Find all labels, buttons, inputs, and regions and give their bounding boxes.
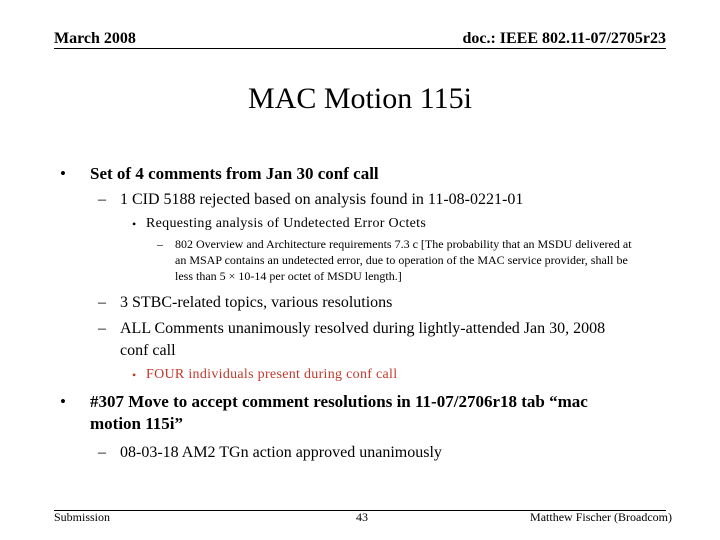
footer-submission: Submission <box>54 510 111 524</box>
bullet-text: Set of 4 comments from Jan 30 conf call <box>90 164 379 183</box>
sub-bullet-text: 1 CID 5188 rejected based on analysis found in 11-08-0221-01 <box>120 191 524 208</box>
sub-bullet-item <box>98 318 633 362</box>
dash-marker: – <box>157 237 163 251</box>
sub-sub-bullet-text: Requesting analysis of Undetected Error Octets <box>146 216 427 231</box>
header-doc-id: doc.: IEEE 802.11-07/2705r23 <box>462 30 666 47</box>
sub-sub-bullet-item <box>132 366 652 384</box>
sub-bullet-item <box>98 189 658 211</box>
sub-bullet-text: ALL Comments unanimously resolved during lightly-attended Jan 30, 2008 conf call <box>120 320 606 359</box>
dash-marker: – <box>98 294 106 311</box>
detail-text: 802 Overview and Architecture requirements 7.3 c [The probability that an MSDU delivered at an MSAP contains an undetected error, due to operation of the MAC service provider, shall be less than 5 × 10-14 per octet of MSDU length.] <box>175 237 632 283</box>
dash-marker: – <box>98 320 106 337</box>
dash-marker: – <box>98 191 106 208</box>
sub-bullet-text: 3 STBC-related topics, various resolutions <box>120 294 393 311</box>
sub-sub-bullet-text: FOUR individuals present during conf call <box>146 367 398 382</box>
detail-item <box>157 236 645 284</box>
bullet-marker: • <box>132 368 137 382</box>
sub-bullet-item <box>98 442 658 464</box>
footer-author: Matthew Fischer (Broadcom) <box>530 510 672 524</box>
bullet-item <box>60 391 640 435</box>
bullet-marker: • <box>132 217 137 231</box>
slide-title: MAC Motion 115i <box>248 82 472 115</box>
page-number: 43 <box>356 510 368 524</box>
bullet-marker: • <box>60 392 66 411</box>
sub-bullet-text: 08-03-18 AM2 TGn action approved unanimously <box>120 444 442 461</box>
bullet-marker: • <box>60 164 66 183</box>
dash-marker: – <box>98 444 106 461</box>
sub-bullet-item <box>98 292 658 314</box>
sub-sub-bullet-item <box>132 215 652 233</box>
bullet-text: #307 Move to accept comment resolutions in 11-07/2706r18 tab “mac motion 115i” <box>90 392 588 433</box>
header-divider <box>54 48 666 49</box>
bullet-item <box>60 163 660 185</box>
header-date: March 2008 <box>54 30 136 47</box>
